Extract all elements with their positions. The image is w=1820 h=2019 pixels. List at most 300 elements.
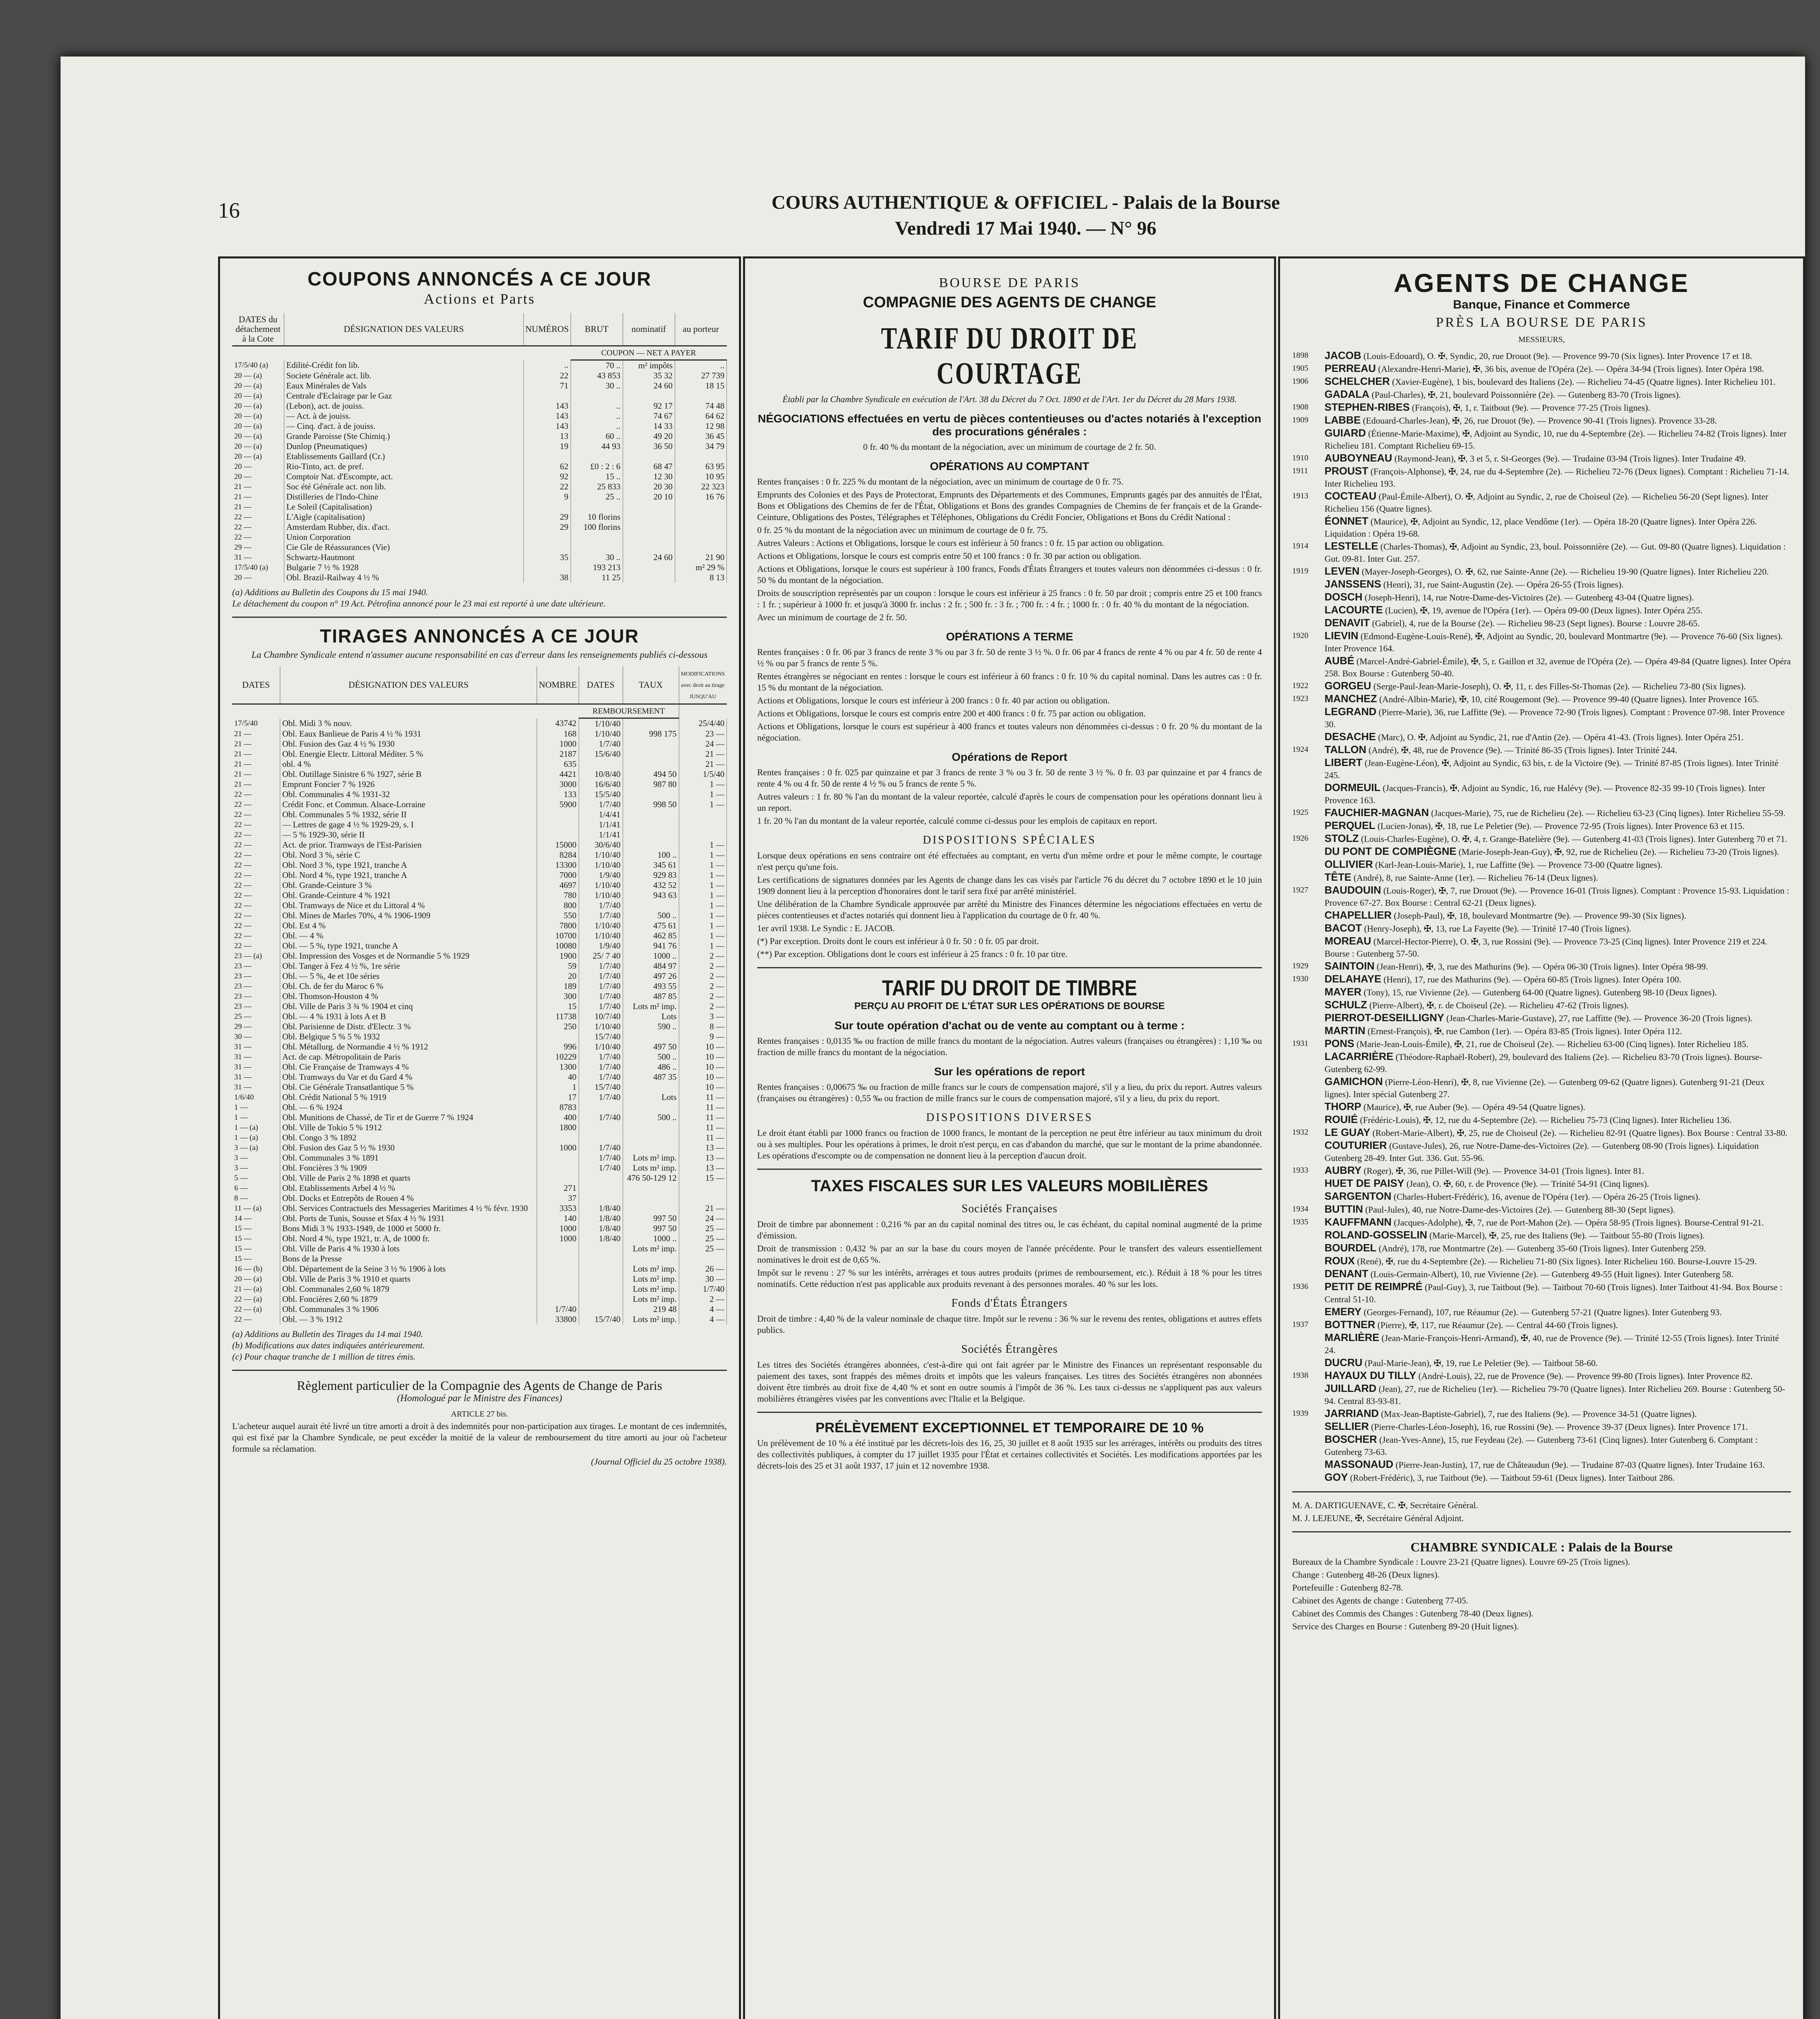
tirage-row-cell: 929 83 [623, 870, 679, 880]
tirage-row [232, 1264, 727, 1274]
comptant-paragraph: Emprunts des Colonies et des Pays de Protectorat, Emprunts des Départements et des Communes, Emprunts gagés par des annuités de l'État, Bons et Obligations des Chemins de fer de l'État, Obligations et Bons des grandes Compagnies de Chemins de fer français et de la Grande-Ceinture, Obligations des Postes, Télégraphes et Téléphones, Obligations du Crédit Foncier, Obligations et Bons du Crédit National : [757, 489, 1262, 522]
tirage-row-cell: 941 76 [623, 941, 679, 951]
tirage-row-cell: 17/5/40 [232, 718, 280, 729]
agent-name: DUCRU [1325, 1356, 1362, 1368]
tirage-row-cell: 30 — [232, 1032, 280, 1042]
agent-name: LIBERT [1325, 756, 1362, 768]
tirages-table [232, 666, 727, 1324]
tirage-row-cell: Obl. Communales 5 % 1932, série II [280, 810, 537, 820]
tirage-row-cell: 10229 [537, 1052, 579, 1062]
agent-year: 1932 [1292, 1128, 1308, 1137]
tirage-row-cell: 997 50 [623, 1213, 679, 1224]
agent-year [1292, 909, 1325, 922]
tirage-row-cell: 25 — [679, 1234, 727, 1244]
agent-details [1325, 427, 1791, 452]
agent-entry [1292, 1113, 1791, 1126]
agent-entry [1292, 743, 1791, 756]
agent-address: (Marcel-Hector-Pierre), O. ✠, 3, rue Rossini (9e). — Provence 73-25 (Cinq lignes). Inter Provence 219 et 224. Bourse : Gutenberg 57-50. [1325, 936, 1768, 959]
tirage-row-cell: 4 — [679, 1304, 727, 1314]
agent-name: DESACHE [1325, 730, 1376, 743]
agent-address: (Louis-Roger), ✠, 7, rue Drouot (9e). — Provence 16-01 (Trois lignes). Comptant : Provence 15-93. Liquidation : Provence 67-27. Box Bourse : Central 62-21 (Deux lignes). [1325, 886, 1789, 908]
tirage-row-cell: 37 [537, 1193, 579, 1203]
agent-name: MARLIÈRE [1325, 1331, 1379, 1343]
tirage-row-cell: 133 [537, 789, 579, 800]
agent-name: PONS [1325, 1037, 1354, 1049]
fonds-text: Droit de timbre : 4,40 % de la valeur nominale de chaque titre. Impôt sur le revenu : 36 % sur le revenu des rentes, obligations et autres effets publics. [757, 1314, 1262, 1335]
agent-details [1325, 743, 1791, 756]
agent-name: STOLZ [1325, 832, 1359, 844]
tirage-row [232, 951, 727, 961]
chambre-line: Bureaux de la Chambre Syndicale : Louvre 23-21 (Quatre lignes). Louvre 69-25 (Trois lignes). [1292, 1557, 1630, 1567]
tirage-row-cell: Obl. Tanger à Fez 4 ½ %, 1re série [280, 961, 537, 971]
agent-name: JARRIAND [1325, 1407, 1379, 1419]
tirage-row-cell [623, 1183, 679, 1193]
coupon-row-cell: — Act. à de jouiss. [284, 411, 524, 421]
col-numeros: NUMÉROS [523, 313, 571, 346]
agent-details [1325, 1369, 1791, 1382]
tirage-row-cell: Bons Midi 3 % 1933-1949, de 1000 et 5000 fr. [280, 1224, 537, 1234]
masthead [481, 190, 1571, 241]
coupon-row-cell: 20 30 [623, 482, 675, 492]
tirage-row-cell: 1 — [679, 921, 727, 931]
col-nominatif: nominatif [623, 313, 675, 346]
tirage-row-cell [537, 1153, 579, 1163]
tirage-row-cell: Obl. Outillage Sinistre 6 % 1927, série B [280, 769, 537, 779]
tirage-row-cell: Lots m² imp. [623, 1274, 679, 1284]
tirage-row-cell [623, 789, 679, 800]
agent-entry [1292, 819, 1791, 832]
tirage-row-cell: 140 [537, 1213, 579, 1224]
agent-name: SAINTOIN [1325, 960, 1375, 972]
tirage-row-cell: Obl. Communales 3 % 1891 [280, 1153, 537, 1163]
coupons-note: Le détachement du coupon n° 19 Act. Pétrofina annoncé pour le 23 mai est reporté à une date ultérieure. [232, 598, 606, 609]
agent-address: (Maurice), ✠, Adjoint au Syndic, 12, place Vendôme (1er). — Opéra 18-20 (Quatre lignes). Inter Opéra 226. Liquidation : Opéra 19-68. [1325, 516, 1757, 539]
coupon-row-cell: 30 .. [571, 381, 623, 391]
comptant-paragraph: Actions et Obligations, lorsque le cours est compris entre 50 et 100 francs : 0 fr. 30 par action ou obligation. [757, 551, 1142, 561]
agent-entry [1292, 832, 1791, 845]
tirage-row-cell: 996 [537, 1042, 579, 1052]
coupon-row-cell: Edilité-Crédit fon lib. [284, 360, 524, 371]
coupon-row-cell [571, 532, 623, 542]
agent-address: (Karl-Jean-Louis-Marie), 1, rue Laffitte (9e). — Provence 73-00 (Quatre lignes). [1375, 860, 1663, 870]
agent-entry [1292, 1037, 1791, 1050]
agent-address: (Pierre-Albert), ✠, r. de Choiseul (2e). — Richelieu 47-62 (Trois lignes). [1369, 1000, 1629, 1010]
tirage-row-cell: Obl. — 5 %, 4e et 10e séries [280, 971, 537, 981]
tirage-row-cell: 2 — [679, 1001, 727, 1012]
tirage-row-cell: Obl. — 3 % 1912 [280, 1314, 537, 1324]
coupon-row-cell: Union Corporation [284, 532, 524, 542]
agent-entry [1292, 1280, 1791, 1305]
agent-address: (Roger), ✠, 36, rue Pillet-Will (9e). — Provence 34-01 (Trois lignes). Inter 81. [1363, 1166, 1644, 1176]
tirage-row-cell: 998 50 [623, 800, 679, 810]
tirage-row [232, 911, 727, 921]
tarif-negotiations-rate: 0 fr. 40 % du montant de la négociation, avec un minimum de courtage de 2 fr. 50. [863, 442, 1156, 452]
agent-address: (Edouard-Charles-Jean), ✠, 26, rue Drouot (9e). — Provence 90-41 (Trois lignes). Provence 33-28. [1363, 416, 1717, 426]
tirage-row-cell: Obl. Crédit National 5 % 1919 [280, 1092, 537, 1102]
agent-year [1292, 515, 1325, 540]
agent-name: FAUCHIER-MAGNAN [1325, 806, 1429, 819]
timbre-h2: Sur les opérations de report [934, 1065, 1085, 1078]
tirage-row-cell: 400 [537, 1112, 579, 1123]
report-title: Opérations de Report [951, 751, 1068, 763]
agent-entry [1292, 401, 1791, 414]
tirage-row-cell: 7800 [537, 921, 579, 931]
tirages-note: (b) Modifications aux dates indiquées antérieurement. [232, 1340, 425, 1350]
agent-details [1325, 1407, 1791, 1420]
agent-details [1325, 1024, 1791, 1037]
tirage-row-cell: Lots m² imp. [623, 1153, 679, 1163]
col-t-remb-dates: DATES [579, 666, 623, 704]
tirage-row-cell: 1/10/40 [579, 718, 623, 729]
agent-entry [1292, 578, 1791, 591]
tirage-row [232, 941, 727, 951]
tirage-row [232, 779, 727, 789]
tirage-row-cell [579, 1294, 623, 1304]
tirage-row-cell: 1/7/40 [579, 800, 623, 810]
tirage-row-cell: 1000 .. [623, 1234, 679, 1244]
soc-fr-paragraph: Droit de timbre par abonnement : 0,216 % par an du capital nominal des titres ou, le cas échéant, du capital nominal augmenté de la prime d'émission. [757, 1219, 1262, 1240]
tirage-row-cell: 3 — [679, 1012, 727, 1022]
coupon-row-cell [623, 512, 675, 522]
coupons-table [232, 313, 727, 583]
coupon-row-cell: 15 .. [571, 472, 623, 482]
running-header [218, 190, 1805, 250]
agent-address: (Louis-Charles-Eugène), O. ✠, 4, r. Grange-Batelière (9e). — Gutenberg 41-03 (Trois lignes). Inter Gutenberg 70 et 71. [1361, 834, 1787, 844]
tirage-row-cell: 1 — [679, 800, 727, 810]
tirage-row-cell: 23 — [232, 1001, 280, 1012]
tirage-row-cell: Obl. Mines de Marles 70%, 4 % 1906-1909 [280, 911, 537, 921]
tirage-row-cell: 271 [537, 1183, 579, 1193]
tirage-row-cell: Obl. Eaux Banlieue de Paris 4 ½ % 1931 [280, 729, 537, 739]
agent-year [1292, 1382, 1325, 1407]
tirage-row-cell: 4697 [537, 880, 579, 890]
agent-year [1292, 604, 1325, 617]
agent-name: PETIT DE REIMPRÉ [1325, 1280, 1423, 1293]
coupon-row-cell: 22 — [232, 532, 284, 542]
tirage-row-cell [623, 830, 679, 840]
tirage-row-cell: 22 — [232, 880, 280, 890]
agent-name: BOURDEL [1325, 1242, 1377, 1254]
agent-year: 1922 [1292, 681, 1308, 690]
coupon-row-cell: .. [571, 411, 623, 421]
tirage-row-cell: 1900 [537, 951, 579, 961]
tirage-row-cell: 22 — [232, 921, 280, 931]
tirage-row-cell: 10700 [537, 931, 579, 941]
tirage-row-cell: Bons de la Presse [280, 1254, 537, 1264]
coupon-row-cell: Le Soleil (Capitalisation) [284, 502, 524, 512]
tirage-row-cell: 1/4/41 [579, 810, 623, 820]
coupon-row [232, 522, 727, 532]
coupon-row-cell: 24 60 [623, 381, 675, 391]
col-coupon-group: COUPON — NET A PAYER [571, 346, 727, 360]
agent-name: PERREAU [1325, 362, 1376, 374]
agent-entry [1292, 1177, 1791, 1190]
tirage-row-cell: 11738 [537, 1012, 579, 1022]
agent-address: (René), ✠, rue du 4-Septembre (2e). — Richelieu 71-80 (Six lignes). Inter Richelieu 160. Bourse-Louvre 15-29. [1357, 1256, 1757, 1266]
coupon-row [232, 431, 727, 441]
agent-address: (Jean-Charles-Marie-Gustave), 27, rue Laffitte (9e). — Provence 36-20 (Trois lignes). [1446, 1013, 1753, 1023]
tirage-row-cell: Obl. Foncières 2,60 % 1879 [280, 1294, 537, 1304]
agent-entry [1292, 655, 1791, 680]
tirage-row-cell: 1 — [679, 789, 727, 800]
tirage-row-cell: Obl. — 5 %, type 1921, tranche A [280, 941, 537, 951]
tirage-row [232, 1193, 727, 1203]
tirage-row-cell: Obl. Ville de Tokio 5 % 1912 [280, 1123, 537, 1133]
tirage-row-cell: 21 — [232, 749, 280, 759]
tirage-row-cell: 484 97 [623, 961, 679, 971]
tirage-row-cell: 1000 [537, 1234, 579, 1244]
tirage-row-cell: 22 — [232, 870, 280, 880]
terme-paragraph: Actions et Obligations, lorsque le cours est compris entre 200 et 400 francs : 0 fr. 75 par action ou obligation. [757, 708, 1146, 718]
agent-name: SCHELCHER [1325, 375, 1390, 387]
tirage-row-cell: Obl. Nord 4 %, type 1921, tranche A [280, 870, 537, 880]
agent-address: (Jean-Yves-Anne), 15, rue Feydeau (2e). — Gutenberg 73-61 (Cinq lignes). Inter Gutenberg 6. Comptant : Gutenberg 73-63. [1325, 1435, 1758, 1457]
tirage-row-cell: 1 — [679, 941, 727, 951]
tirage-row-cell: 15 — [232, 1224, 280, 1234]
coupon-row-cell [675, 542, 727, 552]
coupon-row-cell: 143 [523, 421, 571, 431]
coupon-row-cell [523, 542, 571, 552]
coupon-row-cell: Obl. Brazil-Railway 4 ½ % [284, 573, 524, 583]
tirage-row-cell: 31 — [232, 1082, 280, 1092]
tirage-row-cell: 21 — [232, 739, 280, 749]
tirage-row-cell: Obl. Ville de Paris 3 ¾ % 1904 et cinq [280, 1001, 537, 1012]
agent-details [1325, 806, 1791, 819]
agent-details [1325, 832, 1791, 845]
tirage-row-cell: 1/10/40 [579, 860, 623, 870]
agent-details [1325, 960, 1791, 973]
tirage-row-cell: 21 — [232, 779, 280, 789]
tirage-row-cell: Obl. Munitions de Chassé, de Tir et de Guerre 7 % 1924 [280, 1112, 537, 1123]
coupon-row-cell: (Lebon), act. de jouiss. [284, 401, 524, 411]
agent-name: PIERROT-DESEILLIGNY [1325, 1012, 1444, 1024]
coupon-row-cell: 8 13 [675, 573, 727, 583]
tirage-row-cell: 7000 [537, 870, 579, 880]
agent-year: 1908 [1292, 403, 1308, 411]
coupon-row-cell: 17/5/40 (a) [232, 360, 284, 371]
tirage-row-cell: 780 [537, 890, 579, 900]
agent-year: 1939 [1292, 1409, 1308, 1418]
agent-year [1292, 999, 1325, 1012]
coupon-label: COUPON [601, 348, 635, 357]
agent-entry [1292, 452, 1791, 465]
tirage-row-cell: 1/7/40 [679, 1284, 727, 1294]
agent-address: (Théodore-Raphaël-Robert), 29, boulevard des Italiens (2e). — Richelieu 83-70 (Trois lignes). Bourse-Gutenberg 62-99. [1325, 1052, 1762, 1074]
tirage-row-cell: 3353 [537, 1203, 579, 1213]
agent-details [1325, 680, 1791, 693]
tirage-row-cell: 22 — [232, 890, 280, 900]
agent-details [1325, 705, 1791, 730]
tirage-row-cell [623, 810, 679, 820]
agent-year: 1923 [1292, 694, 1308, 703]
tirage-row [232, 870, 727, 880]
agent-address: (Paul-Jules), 40, rue Notre-Dame-des-Victoires (2e). — Gutenberg 88-30 (Sept lignes). [1365, 1205, 1675, 1215]
agent-address: (Étienne-Marie-Maxime), ✠, Adjoint au Syndic, 10, rue du 4-Septembre (2e). — Richelieu 74-82 (Trois lignes). Inter Richelieu 181. Comptant Richelieu 69-15. [1325, 428, 1787, 451]
tirage-row-cell [623, 1133, 679, 1143]
prelevement-text: Un prélèvement de 10 % a été institué par les décrets-lois des 16, 25, 30 juillet et 8 août 1935 sur les arrérages, intérêts ou produits des titres des collectivités publiques, à compter du 17 juillet 1935 pour l'État et certaines collectivités et Sociétés. Les modifications apportées par les décrets-lois des 25 et 31 août 1937, 17 juin et 12 novembre 1938. [757, 1438, 1262, 1471]
coupon-row-cell [623, 532, 675, 542]
tirage-row-cell: 11 — [679, 1102, 727, 1112]
agent-details [1325, 1255, 1791, 1268]
tirage-row-cell: 10/7/40 [579, 1012, 623, 1022]
speciales-paragraph: 1er avril 1938. Le Syndic : E. JACOB. [757, 923, 895, 933]
col-t-dates: DATES [232, 666, 280, 704]
coupon-row-cell: 100 florins [571, 522, 623, 532]
tirage-row-cell: 8284 [537, 850, 579, 860]
tirage-row-cell [537, 1274, 579, 1284]
coupon-row-cell: 25 .. [571, 492, 623, 502]
agent-address: (Jacques-Marie), 75, rue de Richelieu (2e). — Richelieu 63-23 (Cinq lignes). Inter Richelieu 55-59. [1431, 808, 1786, 818]
agent-details [1325, 540, 1791, 565]
tirage-row [232, 1224, 727, 1234]
agent-details [1325, 1164, 1791, 1177]
tirage-row-cell: 1/7/40 [579, 1001, 623, 1012]
coupon-row-cell: 29 [523, 512, 571, 522]
coupon-row-cell: .. [571, 401, 623, 411]
agent-entry [1292, 1012, 1791, 1024]
agent-entry [1292, 922, 1791, 935]
agent-name: STEPHEN-RIBES [1325, 401, 1410, 413]
col-t-designation: DÉSIGNATION DES VALEURS [280, 666, 537, 704]
agent-entry [1292, 1203, 1791, 1216]
tirage-row-cell: 997 50 [623, 1224, 679, 1234]
tirage-row-cell [579, 1254, 623, 1264]
agent-details [1325, 401, 1791, 414]
agent-address: (Marcel-André-Gabriel-Émile), ✠, 5, r. Gaillon et 32, avenue de l'Opéra (2e). — Opéra 49-84 (Quatre lignes). Inter Opéra 258. Box Bourse : Gutenberg 50-40. [1325, 656, 1791, 678]
agent-year [1292, 1458, 1325, 1471]
tirage-row-cell: Lots m² imp. [623, 1314, 679, 1324]
agent-year [1292, 1024, 1325, 1037]
agent-entry [1292, 1458, 1791, 1471]
tirage-row-cell: 23 — [232, 991, 280, 1001]
tirage-row-cell: 23 — [232, 981, 280, 991]
tirage-row-cell: 22 — [232, 789, 280, 800]
tirage-row-cell: 30/6/40 [579, 840, 623, 850]
tirage-row-cell: 1/10/40 [579, 1042, 623, 1052]
coupon-row-cell [623, 391, 675, 401]
agent-entry [1292, 1126, 1791, 1139]
tirage-row-cell [623, 1032, 679, 1042]
tirage-row [232, 820, 727, 830]
agent-name: ROLAND-GOSSELIN [1325, 1229, 1427, 1241]
tirage-row-cell: 1/7/40 [579, 991, 623, 1001]
tirage-row-cell: 1/1/41 [579, 830, 623, 840]
tirage-row-cell: 11 — [679, 1133, 727, 1143]
tirage-row-cell [537, 1032, 579, 1042]
chambre-line: Cabinet des Commis des Changes : Gutenberg 78-40 (Deux lignes). [1292, 1608, 1534, 1618]
tirage-row [232, 739, 727, 749]
soc-fr: Sociétés Françaises [961, 1203, 1058, 1215]
agent-year [1292, 1433, 1325, 1458]
tirage-row-cell: 21 — [679, 749, 727, 759]
coupon-row-cell [623, 451, 675, 462]
agent-name: ROUX [1325, 1255, 1355, 1267]
agent-name: LACARRIÈRE [1325, 1050, 1394, 1062]
tirage-row-cell: 1 — [232, 1102, 280, 1112]
agent-year [1292, 781, 1325, 806]
tirage-row [232, 1203, 727, 1213]
coupon-row-cell: .. [523, 360, 571, 371]
chambre-title: CHAMBRE SYNDICALE : Palais de la Bourse [1411, 1540, 1673, 1554]
coupon-row-cell: 9 [523, 492, 571, 502]
tirage-row-cell: 22 — [232, 900, 280, 911]
coupon-row [232, 552, 727, 562]
agent-entry [1292, 705, 1791, 730]
tirage-row-cell: 1 — [679, 840, 727, 850]
tirage-row-cell: 31 — [232, 1042, 280, 1052]
chambre-line: Service des Charges en Bourse : Gutenberg 89-20 (Huit lignes). [1292, 1621, 1519, 1631]
tirage-row-cell [679, 1183, 727, 1193]
tirage-row-cell [679, 820, 727, 830]
chambre-line: Change : Gutenberg 48-26 (Deux lignes). [1292, 1570, 1440, 1580]
agent-name: DOSCH [1325, 591, 1362, 603]
agent-address: (Lucien-Jonas), ✠, 18, rue Le Peletier (9e). — Provence 72-95 (Trois lignes). Inter Provence 63 et 115. [1377, 821, 1744, 831]
tirage-row-cell: 1/10/40 [579, 1022, 623, 1032]
tirage-row-cell: 22 — [232, 810, 280, 820]
tirage-row [232, 1163, 727, 1173]
coupon-row-cell: 68 47 [623, 462, 675, 472]
tirage-row-cell: Obl. Communales 2,60 % 1879 [280, 1284, 537, 1294]
agent-year [1292, 1012, 1325, 1024]
col-designation: DÉSIGNATION DES VALEURS [284, 313, 524, 346]
agent-year [1292, 871, 1325, 884]
tirage-row-cell: Obl. Thomson-Houston 4 % [280, 991, 537, 1001]
agent-address: (Marie-Joseph-Jean-Guy), ✠, 92, rue de Richelieu (2e). — Richelieu 73-20 (Trois lignes). [1458, 847, 1779, 857]
coupon-row-cell: Comptoir Nat. d'Escompte, act. [284, 472, 524, 482]
tirage-row-cell: 16 — (b) [232, 1264, 280, 1274]
tirage-row-cell: 1/7/40 [537, 1304, 579, 1314]
tirage-row-cell: 15/7/40 [579, 1314, 623, 1324]
timbre-title: TARIF DU DROIT DE TIMBRE [882, 976, 1137, 1000]
tirage-row-cell: — Lettres de gage 4 ½ % 1929-29, s. I [280, 820, 537, 830]
agent-year: 1936 [1292, 1282, 1308, 1291]
coupon-row-cell: 20 — [232, 573, 284, 583]
tirage-row-cell: 15000 [537, 840, 579, 850]
prelevement-title: PRÉLÈVEMENT EXCEPTIONNEL ET TEMPORAIRE DE 10 % [815, 1420, 1204, 1436]
agent-entry [1292, 1024, 1791, 1037]
agent-entry [1292, 999, 1791, 1012]
tirage-row-cell [679, 810, 727, 820]
tirage-row-cell: 1800 [537, 1123, 579, 1133]
coupon-row-cell: 35 32 [623, 371, 675, 381]
agent-address: (Xavier-Eugène), 1 bis, boulevard des Italiens (2e). — Richelieu 74-45 (Quatre lignes). Inter Richelieu 101. [1392, 377, 1776, 387]
speciales-paragraph: (*) Par exception. Droits dont le cours est inférieur à 0 fr. 50 : 0 fr. 05 par droit. [757, 936, 1039, 946]
coupon-row-cell: 29 — [232, 542, 284, 552]
tirage-row-cell: 1/7/40 [579, 1112, 623, 1123]
agent-year: 1929 [1292, 961, 1308, 970]
tirage-row-cell: Obl. Cie Française de Tramways 4 % [280, 1062, 537, 1072]
agent-address: (André-Albin-Marie), ✠, 10, cité Rougemont (9e). — Provence 99-40 (Quatre lignes). Inter Provence 165. [1379, 694, 1759, 704]
tirage-row-cell: Lots m² imp. [623, 1284, 679, 1294]
tirage-row [232, 759, 727, 769]
agent-name: MOREAU [1325, 935, 1371, 947]
agent-year: 1938 [1292, 1371, 1308, 1380]
coupon-row-cell [571, 542, 623, 552]
coupon-row-cell: Bulgarie 7 ½ % 1928 [284, 562, 524, 573]
tirage-row-cell: 487 85 [623, 991, 679, 1001]
agent-details [1325, 617, 1791, 630]
tirage-row [232, 1143, 727, 1153]
agent-details [1325, 1100, 1791, 1113]
chambre-line: Portefeuille : Gutenberg 82-78. [1292, 1582, 1403, 1593]
tirage-row [232, 1012, 727, 1022]
agent-year [1292, 1242, 1325, 1255]
timbre-1: Rentes françaises : 0,0135 ‰ ou fraction de mille francs du montant de la négociation. Autres valeurs (françaises ou étrangères) : 1,10 ‰ ou fraction de mille francs du montant de la négociation. [757, 1036, 1262, 1057]
tirage-row-cell [537, 1173, 579, 1183]
tirage-row-cell: 21 — [679, 1203, 727, 1213]
tirage-row-cell: 3000 [537, 779, 579, 789]
agent-details [1325, 884, 1791, 909]
